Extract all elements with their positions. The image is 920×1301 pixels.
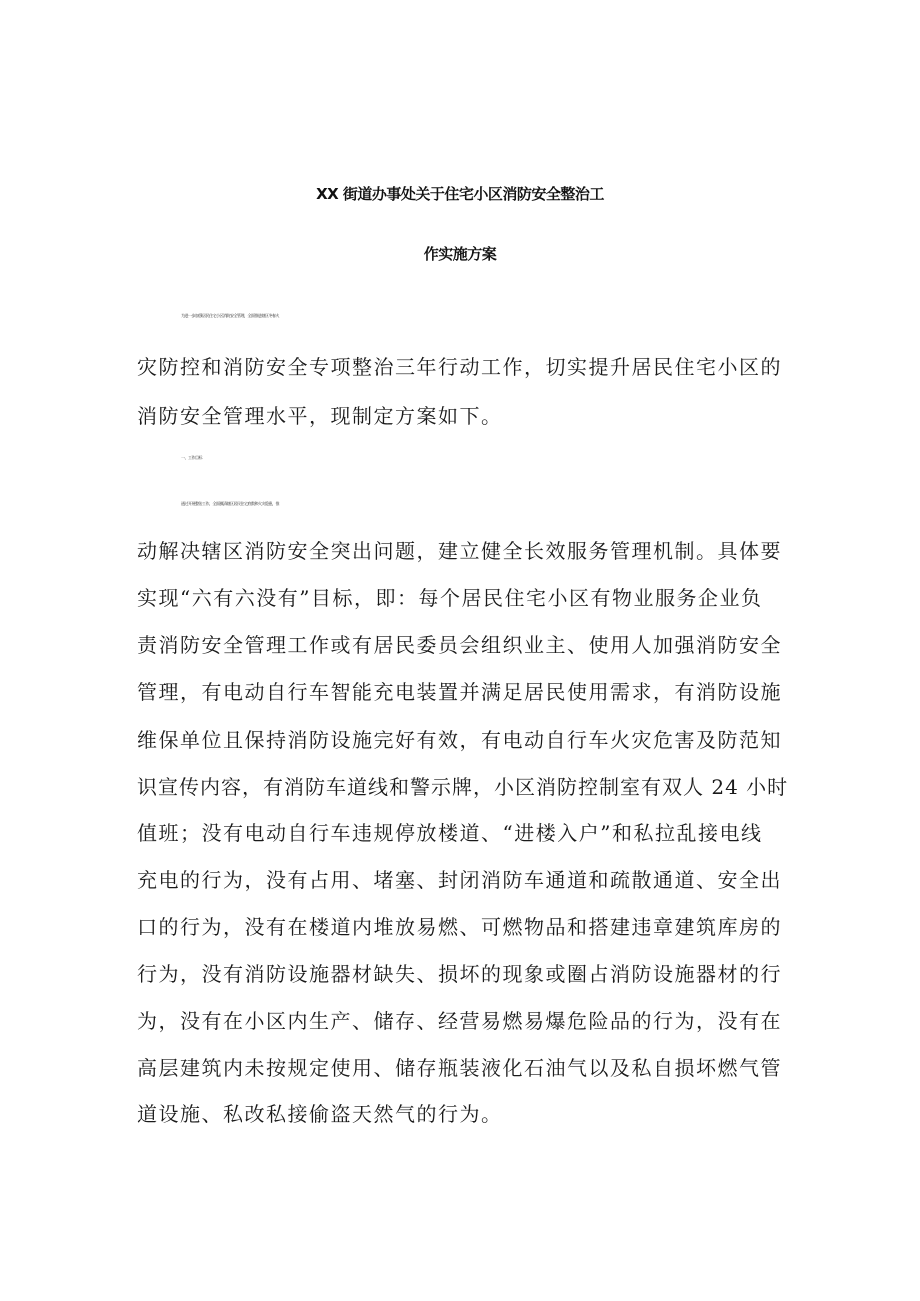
goals-paragraph-line-2: 动解决辖区消防安全突出问题，建立健全长效服务管理机制。具体要 bbox=[137, 539, 782, 563]
goals-paragraph-line-8: 值班；没有电动自行车违规停放楼道、“进楼入户”和私拉乱接电线 bbox=[137, 821, 763, 845]
goals-paragraph-line-3: 实现“六有六没有”目标，即：每个居民住宅小区有物业服务企业负 bbox=[137, 586, 763, 610]
goals-paragraph-line-11: 行为，没有消防设施器材缺失、损坏的现象或圈占消防设施器材的行 bbox=[137, 962, 782, 986]
goals-paragraph-line-5: 管理，有电动自行车智能充电装置并满足居民使用需求，有消防设施 bbox=[137, 680, 782, 704]
section-heading-work-goals: 一、工作目标 bbox=[181, 455, 202, 460]
goals-paragraph-line-14: 道设施、私改私接偷盗天然气的行为。 bbox=[137, 1102, 503, 1126]
goals-paragraph-line-7: 识宣传内容，有消防车道线和警示牌，小区消防控制室有双人 24 小时 bbox=[137, 775, 789, 799]
document-title-line-1: XX 街道办事处关于住宅小区消防安全整治工 bbox=[316, 185, 604, 203]
document-title-line-2: 作实施方案 bbox=[423, 245, 497, 263]
goals-paragraph-line-9: 充电的行为，没有占用、堵塞、封闭消防车通道和疏散通道、安全出 bbox=[137, 868, 782, 892]
goals-paragraph-line-10: 口的行为，没有在楼道内堆放易燃、可燃物品和搭建违章建筑库房的 bbox=[137, 915, 782, 939]
intro-paragraph-line-2: 灾防控和消防安全专项整治三年行动工作，切实提升居民住宅小区的 bbox=[137, 355, 782, 379]
goals-paragraph-line-1: 通过开展整治工作，全面摸清辖区居民住宅底数和火灾隐患，推 bbox=[181, 501, 279, 506]
goals-paragraph-line-6: 维保单位且保持消防设施完好有效，有电动自行车火灾危害及防范知 bbox=[137, 728, 782, 752]
intro-paragraph-line-3: 消防安全管理水平，现制定方案如下。 bbox=[137, 404, 503, 428]
goals-paragraph-line-13: 高层建筑内未按规定使用、储存瓶装液化石油气以及私自损坏燃气管 bbox=[137, 1056, 782, 1080]
goals-paragraph-line-4: 责消防安全管理工作或有居民委员会组织业主、使用人加强消防安全 bbox=[137, 633, 782, 657]
intro-paragraph-line-1: 为进一步加强居民住宅小区消防安全管理，全面推进辖区冬春火 bbox=[181, 313, 279, 318]
goals-paragraph-line-12: 为，没有在小区内生产、储存、经营易燃易爆危险品的行为，没有在 bbox=[137, 1009, 782, 1033]
